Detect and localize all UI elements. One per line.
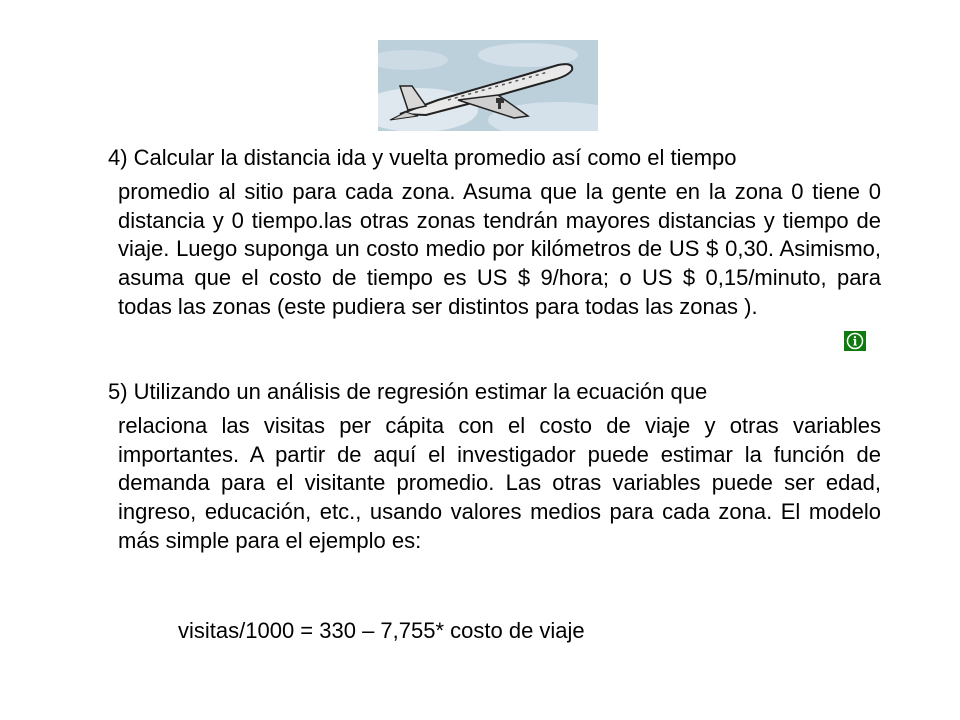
- info-icon[interactable]: [844, 331, 866, 351]
- item-5-body-text: relaciona las visitas per cápita con el costo de viaje y otras variables importantes. A partir de aquí el investigador puede estimar la función de demanda para el visitante promedio. Las otras variables puede ser edad, ingreso, educación, etc., usando valores medios para cada zona. El modelo más simple para el ejemplo es:: [118, 413, 881, 553]
- regression-formula: visitas/1000 = 330 – 7,755* costo de viaje: [178, 618, 585, 643]
- item-5-first-line: 5) Utilizando un análisis de regresión estimar la ecuación que: [108, 379, 708, 404]
- item-4-first-line: 4) Calcular la distancia ida y vuelta promedio así como el tiempo: [108, 145, 737, 170]
- item-5-body: [118, 412, 881, 556]
- svg-text:i: i: [852, 334, 858, 349]
- item-4-body-text: promedio al sitio para cada zona. Asuma que la gente en la zona 0 tiene 0 distancia y 0 tiempo.las otras zonas tendrán mayores distancias y tiempo de viaje. Luego suponga un costo medio por kilómetros de US $ 0,30. Asimismo, asuma que el costo de tiempo es US $ 9/hora; o US $ 0,15/minuto, para todas las zonas (este pudiera ser distintos para todas las zonas ).: [118, 179, 881, 319]
- airplane-image: [378, 40, 598, 131]
- item-4-body: [118, 178, 881, 322]
